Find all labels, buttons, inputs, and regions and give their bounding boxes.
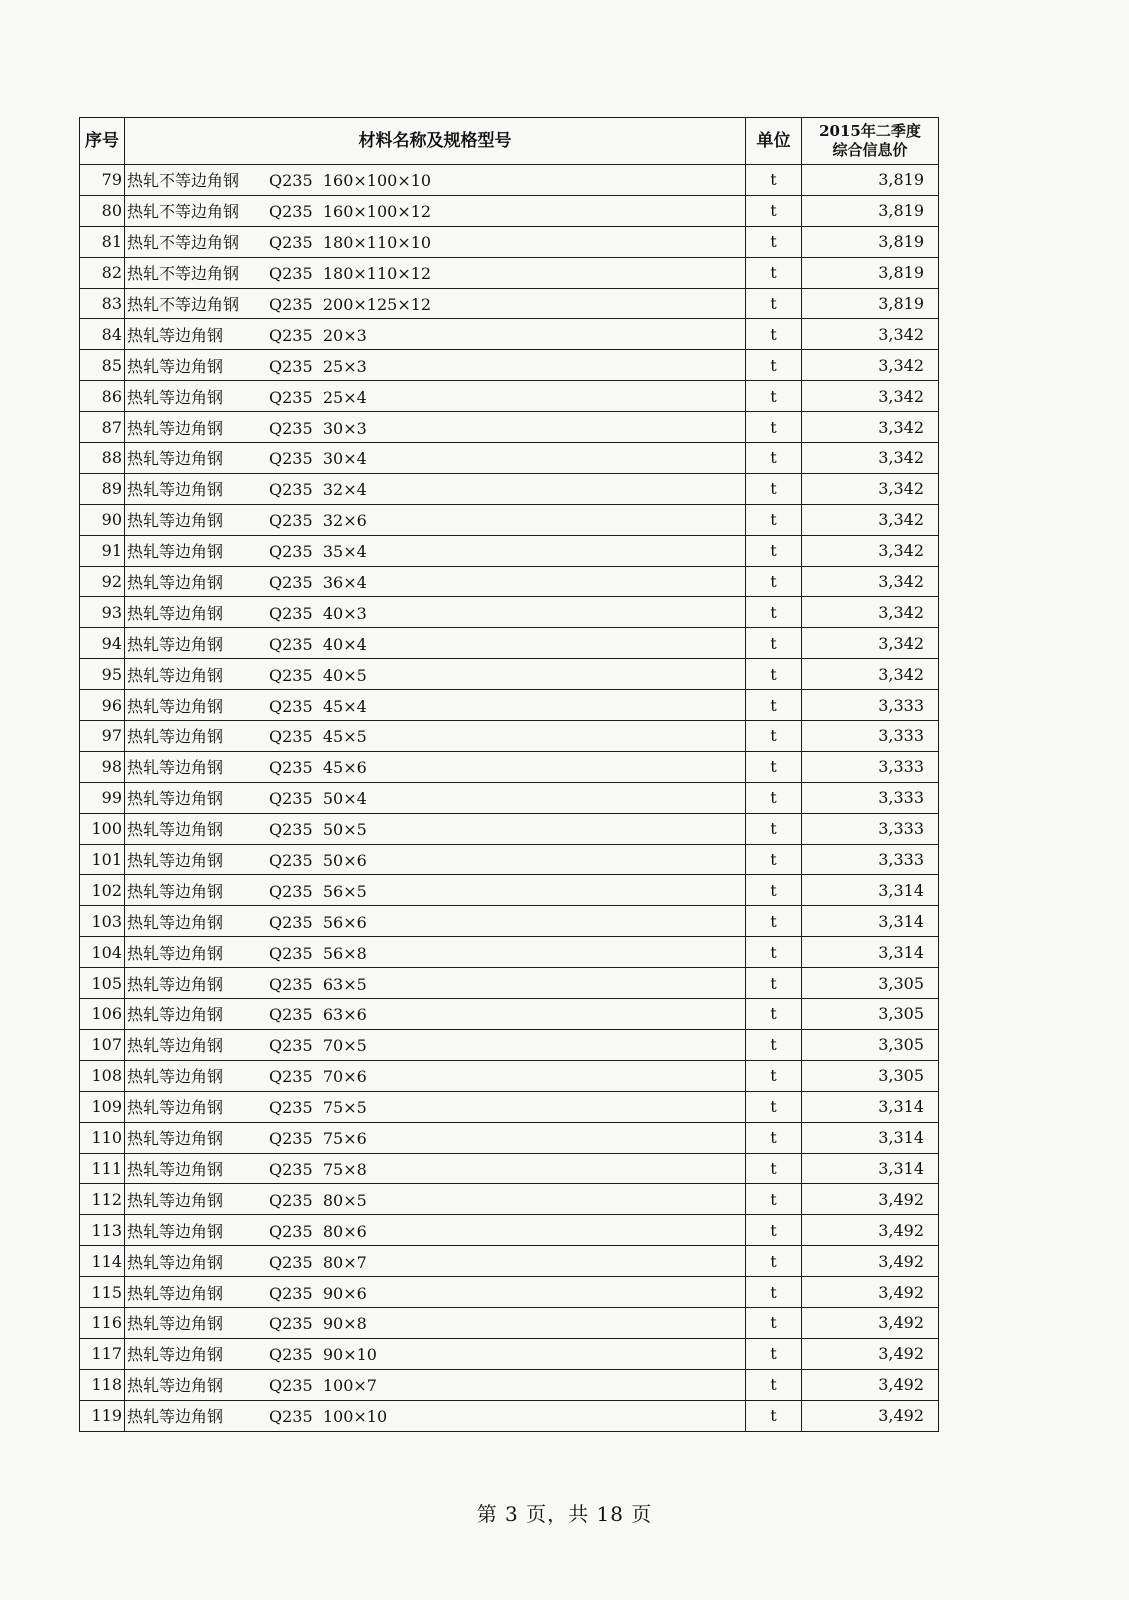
header-unit: 单位 bbox=[746, 118, 802, 165]
row-material bbox=[125, 999, 746, 1030]
row-name: 热轧等边角钢 bbox=[127, 418, 224, 438]
table-row bbox=[80, 906, 939, 937]
row-material bbox=[125, 1184, 746, 1215]
row-price: 3,342 bbox=[802, 628, 939, 659]
row-name: 热轧等边角钢 bbox=[127, 974, 224, 994]
row-seq: 106 bbox=[80, 999, 125, 1030]
row-price: 3,492 bbox=[802, 1277, 939, 1308]
row-seq: 87 bbox=[80, 412, 125, 443]
row-price: 3,314 bbox=[802, 1153, 939, 1184]
row-spec: Q235 75×5 bbox=[269, 1098, 367, 1118]
row-spec: Q235 50×4 bbox=[269, 789, 367, 809]
row-price: 3,333 bbox=[802, 751, 939, 782]
row-unit: t bbox=[746, 844, 802, 875]
row-name: 热轧等边角钢 bbox=[127, 1283, 224, 1303]
table-row bbox=[80, 968, 939, 999]
table-row bbox=[80, 1091, 939, 1122]
row-unit: t bbox=[746, 628, 802, 659]
row-price: 3,342 bbox=[802, 381, 939, 412]
row-seq: 85 bbox=[80, 350, 125, 381]
row-material bbox=[125, 659, 746, 690]
row-unit: t bbox=[746, 1369, 802, 1400]
row-seq: 111 bbox=[80, 1153, 125, 1184]
row-seq: 82 bbox=[80, 257, 125, 288]
row-unit: t bbox=[746, 566, 802, 597]
row-material bbox=[125, 1029, 746, 1060]
row-price: 3,314 bbox=[802, 937, 939, 968]
table-header-row bbox=[80, 118, 939, 165]
row-spec: Q235 40×4 bbox=[269, 634, 367, 654]
row-price: 3,492 bbox=[802, 1307, 939, 1338]
row-spec: Q235 63×5 bbox=[269, 974, 367, 994]
row-spec: Q235 63×6 bbox=[269, 1005, 367, 1025]
row-spec: Q235 30×3 bbox=[269, 418, 367, 438]
header-name: 材料名称及规格型号 bbox=[125, 118, 746, 165]
row-seq: 95 bbox=[80, 659, 125, 690]
row-price: 3,305 bbox=[802, 1060, 939, 1091]
row-seq: 89 bbox=[80, 473, 125, 504]
table-row bbox=[80, 319, 939, 350]
row-name: 热轧等边角钢 bbox=[127, 542, 224, 562]
row-unit: t bbox=[746, 257, 802, 288]
row-name: 热轧等边角钢 bbox=[127, 634, 224, 654]
row-name: 热轧等边角钢 bbox=[127, 1129, 224, 1149]
row-name: 热轧等边角钢 bbox=[127, 449, 224, 469]
table-row bbox=[80, 1338, 939, 1369]
table-row bbox=[80, 443, 939, 474]
row-material bbox=[125, 906, 746, 937]
row-material bbox=[125, 875, 746, 906]
row-seq: 107 bbox=[80, 1029, 125, 1060]
row-material bbox=[125, 1122, 746, 1153]
row-seq: 105 bbox=[80, 968, 125, 999]
table-row bbox=[80, 226, 939, 257]
row-material bbox=[125, 1338, 746, 1369]
row-name: 热轧等边角钢 bbox=[127, 387, 224, 407]
row-name: 热轧等边角钢 bbox=[127, 727, 224, 747]
row-spec: Q235 45×6 bbox=[269, 758, 367, 778]
row-unit: t bbox=[746, 1246, 802, 1277]
row-unit: t bbox=[746, 1184, 802, 1215]
row-spec: Q235 45×5 bbox=[269, 727, 367, 747]
row-material bbox=[125, 350, 746, 381]
table-row bbox=[80, 566, 939, 597]
row-material bbox=[125, 566, 746, 597]
row-spec: Q235 25×4 bbox=[269, 387, 367, 407]
row-price: 3,342 bbox=[802, 659, 939, 690]
row-material bbox=[125, 628, 746, 659]
row-seq: 96 bbox=[80, 690, 125, 721]
price-table bbox=[79, 117, 939, 1432]
table-row bbox=[80, 288, 939, 319]
row-name: 热轧等边角钢 bbox=[127, 1005, 224, 1025]
row-unit: t bbox=[746, 782, 802, 813]
row-seq: 109 bbox=[80, 1091, 125, 1122]
row-material bbox=[125, 597, 746, 628]
row-spec: Q235 75×6 bbox=[269, 1129, 367, 1149]
table-row bbox=[80, 257, 939, 288]
row-name: 热轧等边角钢 bbox=[127, 573, 224, 593]
row-material bbox=[125, 226, 746, 257]
row-price: 3,492 bbox=[802, 1369, 939, 1400]
row-name: 热轧等边角钢 bbox=[127, 511, 224, 531]
row-seq: 99 bbox=[80, 782, 125, 813]
row-seq: 81 bbox=[80, 226, 125, 257]
row-price: 3,333 bbox=[802, 690, 939, 721]
row-spec: Q235 180×110×10 bbox=[269, 233, 432, 253]
table-row bbox=[80, 1122, 939, 1153]
row-unit: t bbox=[746, 412, 802, 443]
row-unit: t bbox=[746, 1122, 802, 1153]
table-row bbox=[80, 1153, 939, 1184]
row-material bbox=[125, 751, 746, 782]
row-seq: 91 bbox=[80, 535, 125, 566]
row-unit: t bbox=[746, 473, 802, 504]
row-spec: Q235 180×110×12 bbox=[269, 264, 432, 284]
row-spec: Q235 100×10 bbox=[269, 1407, 388, 1427]
table-row bbox=[80, 1184, 939, 1215]
row-price: 3,342 bbox=[802, 443, 939, 474]
row-price: 3,819 bbox=[802, 226, 939, 257]
row-unit: t bbox=[746, 288, 802, 319]
row-seq: 117 bbox=[80, 1338, 125, 1369]
row-spec: Q235 40×3 bbox=[269, 603, 367, 623]
row-price: 3,305 bbox=[802, 968, 939, 999]
row-name: 热轧等边角钢 bbox=[127, 881, 224, 901]
row-material bbox=[125, 443, 746, 474]
row-seq: 84 bbox=[80, 319, 125, 350]
row-spec: Q235 200×125×12 bbox=[269, 295, 432, 314]
row-name: 热轧等边角钢 bbox=[127, 758, 224, 778]
row-price: 3,342 bbox=[802, 504, 939, 535]
row-material bbox=[125, 288, 746, 319]
header-price bbox=[802, 118, 939, 165]
row-spec: Q235 36×4 bbox=[269, 573, 367, 593]
row-material bbox=[125, 504, 746, 535]
row-material bbox=[125, 257, 746, 288]
row-seq: 108 bbox=[80, 1060, 125, 1091]
table-row bbox=[80, 782, 939, 813]
table-row bbox=[80, 721, 939, 752]
row-material bbox=[125, 473, 746, 504]
row-name: 热轧等边角钢 bbox=[127, 1098, 224, 1118]
row-spec: Q235 160×100×10 bbox=[269, 171, 432, 191]
row-spec: Q235 80×6 bbox=[269, 1221, 367, 1241]
table-row bbox=[80, 751, 939, 782]
table-row bbox=[80, 412, 939, 443]
table-row bbox=[80, 535, 939, 566]
row-name: 热轧等边角钢 bbox=[127, 603, 224, 623]
row-seq: 119 bbox=[80, 1400, 125, 1431]
row-seq: 104 bbox=[80, 937, 125, 968]
row-price: 3,342 bbox=[802, 473, 939, 504]
row-spec: Q235 90×10 bbox=[269, 1345, 377, 1365]
row-unit: t bbox=[746, 1277, 802, 1308]
row-material bbox=[125, 968, 746, 999]
row-spec: Q235 90×6 bbox=[269, 1283, 367, 1303]
row-spec: Q235 100×7 bbox=[269, 1376, 377, 1396]
table-row bbox=[80, 659, 939, 690]
row-spec: Q235 56×5 bbox=[269, 881, 367, 901]
row-name: 热轧等边角钢 bbox=[127, 789, 224, 809]
row-name: 热轧不等边角钢 bbox=[127, 171, 240, 191]
row-unit: t bbox=[746, 906, 802, 937]
row-seq: 80 bbox=[80, 195, 125, 226]
row-name: 热轧不等边角钢 bbox=[127, 202, 240, 222]
table-row bbox=[80, 999, 939, 1030]
row-seq: 112 bbox=[80, 1184, 125, 1215]
row-unit: t bbox=[746, 226, 802, 257]
row-material bbox=[125, 535, 746, 566]
row-material bbox=[125, 319, 746, 350]
row-spec: Q235 50×5 bbox=[269, 820, 367, 840]
row-name: 热轧等边角钢 bbox=[127, 1221, 224, 1241]
table-row bbox=[80, 937, 939, 968]
row-price: 3,492 bbox=[802, 1338, 939, 1369]
row-price: 3,342 bbox=[802, 319, 939, 350]
row-material bbox=[125, 1153, 746, 1184]
row-material bbox=[125, 937, 746, 968]
row-price: 3,305 bbox=[802, 999, 939, 1030]
row-spec: Q235 35×4 bbox=[269, 542, 367, 562]
row-price: 3,492 bbox=[802, 1184, 939, 1215]
row-name: 热轧等边角钢 bbox=[127, 1376, 224, 1396]
row-spec: Q235 20×3 bbox=[269, 325, 367, 345]
page-footer: 第 3 页，共 18 页 bbox=[476, 1502, 653, 1526]
table-row bbox=[80, 165, 939, 196]
row-spec: Q235 80×7 bbox=[269, 1252, 367, 1272]
row-price: 3,314 bbox=[802, 1122, 939, 1153]
row-unit: t bbox=[746, 690, 802, 721]
row-seq: 83 bbox=[80, 288, 125, 319]
row-price: 3,314 bbox=[802, 906, 939, 937]
table-row bbox=[80, 1215, 939, 1246]
table-row bbox=[80, 195, 939, 226]
table-row bbox=[80, 1246, 939, 1277]
row-material bbox=[125, 782, 746, 813]
row-name: 热轧等边角钢 bbox=[127, 696, 224, 716]
table-row bbox=[80, 813, 939, 844]
row-seq: 113 bbox=[80, 1215, 125, 1246]
table-row bbox=[80, 1400, 939, 1431]
row-unit: t bbox=[746, 504, 802, 535]
table-body bbox=[80, 165, 939, 1432]
header-price-line1: 2015年二季度 bbox=[819, 122, 921, 140]
row-price: 3,819 bbox=[802, 257, 939, 288]
row-material bbox=[125, 381, 746, 412]
table-row bbox=[80, 1277, 939, 1308]
row-seq: 94 bbox=[80, 628, 125, 659]
row-price: 3,305 bbox=[802, 1029, 939, 1060]
row-unit: t bbox=[746, 751, 802, 782]
row-name: 热轧不等边角钢 bbox=[127, 295, 240, 314]
row-spec: Q235 56×8 bbox=[269, 943, 367, 963]
row-unit: t bbox=[746, 1029, 802, 1060]
row-unit: t bbox=[746, 381, 802, 412]
row-unit: t bbox=[746, 535, 802, 566]
table-row bbox=[80, 1029, 939, 1060]
row-spec: Q235 70×5 bbox=[269, 1036, 367, 1056]
row-seq: 115 bbox=[80, 1277, 125, 1308]
row-unit: t bbox=[746, 319, 802, 350]
table-row bbox=[80, 1060, 939, 1091]
row-price: 3,333 bbox=[802, 721, 939, 752]
row-unit: t bbox=[746, 659, 802, 690]
row-seq: 92 bbox=[80, 566, 125, 597]
row-spec: Q235 160×100×12 bbox=[269, 202, 432, 222]
row-seq: 98 bbox=[80, 751, 125, 782]
row-spec: Q235 56×6 bbox=[269, 912, 367, 932]
row-seq: 88 bbox=[80, 443, 125, 474]
table-row bbox=[80, 844, 939, 875]
row-unit: t bbox=[746, 597, 802, 628]
row-unit: t bbox=[746, 937, 802, 968]
row-seq: 114 bbox=[80, 1246, 125, 1277]
row-unit: t bbox=[746, 195, 802, 226]
row-material bbox=[125, 1215, 746, 1246]
row-unit: t bbox=[746, 813, 802, 844]
row-material bbox=[125, 1060, 746, 1091]
table-row bbox=[80, 350, 939, 381]
row-name: 热轧等边角钢 bbox=[127, 851, 224, 871]
row-name: 热轧等边角钢 bbox=[127, 356, 224, 376]
table-row bbox=[80, 690, 939, 721]
row-seq: 100 bbox=[80, 813, 125, 844]
row-unit: t bbox=[746, 875, 802, 906]
row-price: 3,492 bbox=[802, 1246, 939, 1277]
row-seq: 93 bbox=[80, 597, 125, 628]
row-spec: Q235 70×6 bbox=[269, 1067, 367, 1087]
row-seq: 110 bbox=[80, 1122, 125, 1153]
row-material bbox=[125, 721, 746, 752]
row-price: 3,342 bbox=[802, 350, 939, 381]
row-name: 热轧等边角钢 bbox=[127, 665, 224, 685]
row-spec: Q235 90×8 bbox=[269, 1314, 367, 1334]
row-unit: t bbox=[746, 443, 802, 474]
row-price: 3,342 bbox=[802, 597, 939, 628]
row-name: 热轧等边角钢 bbox=[127, 1067, 224, 1087]
row-seq: 116 bbox=[80, 1307, 125, 1338]
row-price: 3,492 bbox=[802, 1215, 939, 1246]
row-name: 热轧等边角钢 bbox=[127, 480, 224, 500]
row-seq: 103 bbox=[80, 906, 125, 937]
row-seq: 102 bbox=[80, 875, 125, 906]
row-material bbox=[125, 1400, 746, 1431]
row-unit: t bbox=[746, 968, 802, 999]
row-name: 热轧等边角钢 bbox=[127, 1036, 224, 1056]
row-name: 热轧不等边角钢 bbox=[127, 233, 240, 253]
row-unit: t bbox=[746, 165, 802, 196]
table-row bbox=[80, 628, 939, 659]
row-name: 热轧等边角钢 bbox=[127, 1407, 224, 1427]
row-name: 热轧等边角钢 bbox=[127, 1314, 224, 1334]
row-seq: 118 bbox=[80, 1369, 125, 1400]
row-unit: t bbox=[746, 721, 802, 752]
table-row bbox=[80, 1307, 939, 1338]
row-seq: 101 bbox=[80, 844, 125, 875]
row-unit: t bbox=[746, 1307, 802, 1338]
row-unit: t bbox=[746, 350, 802, 381]
row-spec: Q235 45×4 bbox=[269, 696, 367, 716]
row-price: 3,342 bbox=[802, 535, 939, 566]
row-name: 热轧等边角钢 bbox=[127, 1190, 224, 1210]
row-price: 3,342 bbox=[802, 412, 939, 443]
row-price: 3,492 bbox=[802, 1400, 939, 1431]
table-row bbox=[80, 1369, 939, 1400]
table-row bbox=[80, 381, 939, 412]
row-seq: 97 bbox=[80, 721, 125, 752]
row-price: 3,342 bbox=[802, 566, 939, 597]
row-unit: t bbox=[746, 1215, 802, 1246]
row-material bbox=[125, 1091, 746, 1122]
row-unit: t bbox=[746, 1153, 802, 1184]
row-material bbox=[125, 690, 746, 721]
table-row bbox=[80, 875, 939, 906]
row-name: 热轧等边角钢 bbox=[127, 1159, 224, 1179]
table-row bbox=[80, 597, 939, 628]
row-name: 热轧等边角钢 bbox=[127, 943, 224, 963]
row-unit: t bbox=[746, 999, 802, 1030]
row-name: 热轧等边角钢 bbox=[127, 820, 224, 840]
table-row bbox=[80, 504, 939, 535]
row-price: 3,314 bbox=[802, 1091, 939, 1122]
table-row bbox=[80, 473, 939, 504]
row-name: 热轧等边角钢 bbox=[127, 912, 224, 932]
row-material bbox=[125, 165, 746, 196]
row-material bbox=[125, 1369, 746, 1400]
row-spec: Q235 50×6 bbox=[269, 851, 367, 871]
row-material bbox=[125, 844, 746, 875]
row-spec: Q235 40×5 bbox=[269, 665, 367, 685]
row-price: 3,333 bbox=[802, 813, 939, 844]
row-name: 热轧等边角钢 bbox=[127, 325, 224, 345]
row-price: 3,314 bbox=[802, 875, 939, 906]
row-material bbox=[125, 412, 746, 443]
row-unit: t bbox=[746, 1091, 802, 1122]
row-unit: t bbox=[746, 1060, 802, 1091]
row-spec: Q235 25×3 bbox=[269, 356, 367, 376]
row-unit: t bbox=[746, 1338, 802, 1369]
row-material bbox=[125, 813, 746, 844]
row-seq: 79 bbox=[80, 165, 125, 196]
row-spec: Q235 32×4 bbox=[269, 480, 367, 500]
row-material bbox=[125, 1277, 746, 1308]
row-material bbox=[125, 1246, 746, 1277]
row-name: 热轧等边角钢 bbox=[127, 1252, 224, 1272]
row-seq: 86 bbox=[80, 381, 125, 412]
row-seq: 90 bbox=[80, 504, 125, 535]
row-price: 3,819 bbox=[802, 195, 939, 226]
row-material bbox=[125, 1307, 746, 1338]
row-price: 3,819 bbox=[802, 165, 939, 196]
row-material bbox=[125, 195, 746, 226]
row-price: 3,819 bbox=[802, 288, 939, 319]
row-spec: Q235 80×5 bbox=[269, 1190, 367, 1210]
row-name: 热轧不等边角钢 bbox=[127, 264, 240, 284]
header-price-line2: 综合信息价 bbox=[832, 141, 908, 159]
row-spec: Q235 30×4 bbox=[269, 449, 367, 469]
row-unit: t bbox=[746, 1400, 802, 1431]
row-price: 3,333 bbox=[802, 782, 939, 813]
row-spec: Q235 32×6 bbox=[269, 511, 367, 531]
row-spec: Q235 75×8 bbox=[269, 1159, 367, 1179]
header-seq: 序号 bbox=[80, 118, 125, 165]
row-price: 3,333 bbox=[802, 844, 939, 875]
row-name: 热轧等边角钢 bbox=[127, 1345, 224, 1365]
